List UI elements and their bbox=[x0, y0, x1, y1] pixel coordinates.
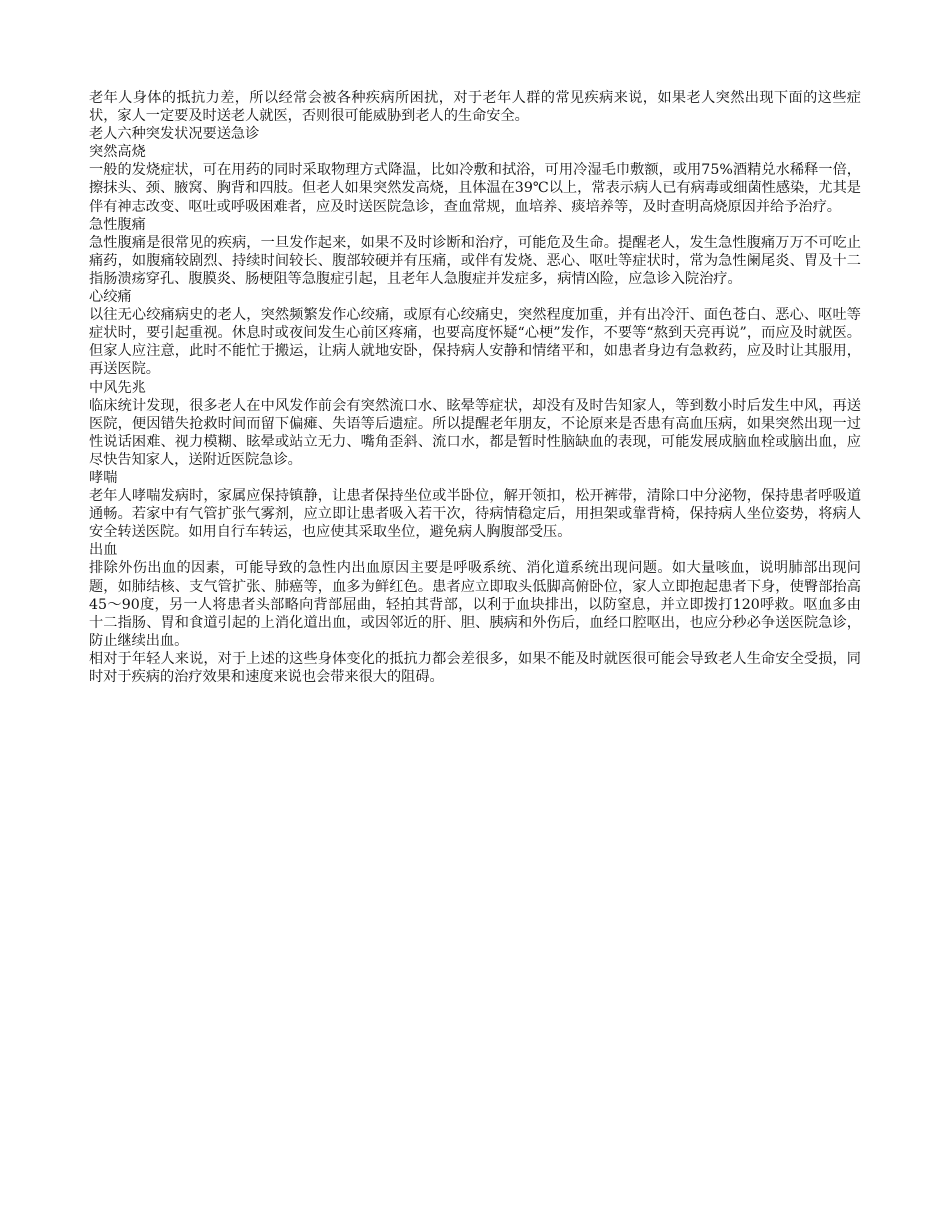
section-heading-asthma: 哮喘 bbox=[89, 469, 118, 486]
section-body-stroke: 临床统计发现，很多老人在中风发作前会有突然流口水、眩晕等症状，却没有及时告知家人，等到数小时后发生中风，再送医院，便因错失抢救时间而留下偏瘫、失语等后遗症。所以提醒老年朋友，不论原来是否患有高血压病，如果突然出现一过性说话困难、视力模糊、眩晕或站立无力、嘴角歪斜、流口水，都是暂时性脑缺血的表现，可能发展成脑血栓或脑出血，应尽快告知家人，送附近医院急诊。 bbox=[89, 397, 861, 468]
conclusion-paragraph: 相对于年轻人来说，对于上述的这些身体变化的抵抗力都会差很多，如果不能及时就医很可能会导致老人生命安全受损，同时对于疾病的治疗效果和速度来说也会带来很大的阻碍。 bbox=[89, 650, 861, 685]
section-heading-angina: 心绞痛 bbox=[89, 289, 132, 306]
section-body-angina: 以往无心绞痛病史的老人，突然频繁发作心绞痛，或原有心绞痛史，突然程度加重，并有出冷汗、面色苍白、恶心、呕吐等症状时，要引起重视。休息时或夜间发生心前区疼痛，也要高度怀疑“心梗”发作，不要等“熬到天亮再说”，而应及时就医。但家人应注意，此时不能忙于搬运，让病人就地安卧，保持病人安静和情绪平和，如患者身边有急救药，应及时让其服用，再送医院。 bbox=[89, 307, 861, 378]
section-body-fever: 一般的发烧症状，可在用药的同时采取物理方式降温，比如冷敷和拭浴，可用冷湿毛巾敷额，或用75%酒精兑水稀释一倍，擦抹头、颈、腋窝、胸背和四肢。但老人如果突然发高烧，且体温在39℃以上，常表示病人已有病毒或细菌性感染，尤其是伴有神志改变、呕吐或呼吸困难者，应及时送医院急诊，查血常规，血培养、痰培养等，及时查明高烧原因并给予治疗。 bbox=[89, 162, 861, 215]
section-heading-stroke: 中风先兆 bbox=[89, 379, 146, 396]
section-body-abdominal-pain: 急性腹痛是很常见的疾病，一旦发作起来，如果不及时诊断和治疗，可能危及生命。提醒老人，发生急性腹痛万万不可吃止痛药，如腹痛较剧烈、持续时间较长、腹部较硬并有压痛，或伴有发烧、恶心、呕吐等症状时，常为急性阑尾炎、胃及十二指肠溃疡穿孔、腹膜炎、肠梗阻等急腹症引起，且老年人急腹症并发症多，病情凶险，应急诊入院治疗。 bbox=[89, 234, 861, 287]
section-heading-bleeding: 出血 bbox=[89, 542, 118, 559]
intro-paragraph: 老年人身体的抵抗力差，所以经常会被各种疾病所困扰，对于老年人群的常见疾病来说，如果老人突然出现下面的这些症状，家人一定要及时送老人就医，否则很可能威胁到老人的生命安全。 bbox=[89, 90, 861, 125]
section-heading-abdominal-pain: 急性腹痛 bbox=[89, 216, 146, 233]
article-title: 老人六种突发状况要送急诊 bbox=[89, 126, 260, 143]
document-body bbox=[89, 89, 861, 686]
section-heading-fever: 突然高烧 bbox=[89, 144, 146, 161]
section-body-asthma: 老年人哮喘发病时，家属应保持镇静，让患者保持坐位或半卧位，解开领扣，松开裤带，清除口中分泌物，保持患者呼吸道通畅。若家中有气管扩张气雾剂，应立即让患者吸入若干次，待病情稳定后，用担架或靠背椅，保持病人坐位姿势，将病人安全转送医院。如用自行车转运，也应使其采取坐位，避免病人胸腹部受压。 bbox=[89, 488, 861, 541]
section-body-bleeding: 排除外伤出血的因素，可能导致的急性内出血原因主要是呼吸系统、消化道系统出现问题。如大量咳血，说明肺部出现问题，如肺结核、支气管扩张、肺癌等，血多为鲜红色。患者应立即取头低脚高俯卧位，家人立即抱起患者下身，使臀部抬高45～90度，另一人将患者头部略向背部屈曲，轻拍其背部，以利于血块排出，以防窒息，并立即拨打120呼救。呕血多由十二指肠、胃和食道引起的上消化道出血，或因邻近的肝、胆、胰病和外伤后，血经口腔呕出，也应分秒必争送医院急诊，防止继续出血。 bbox=[89, 560, 861, 649]
